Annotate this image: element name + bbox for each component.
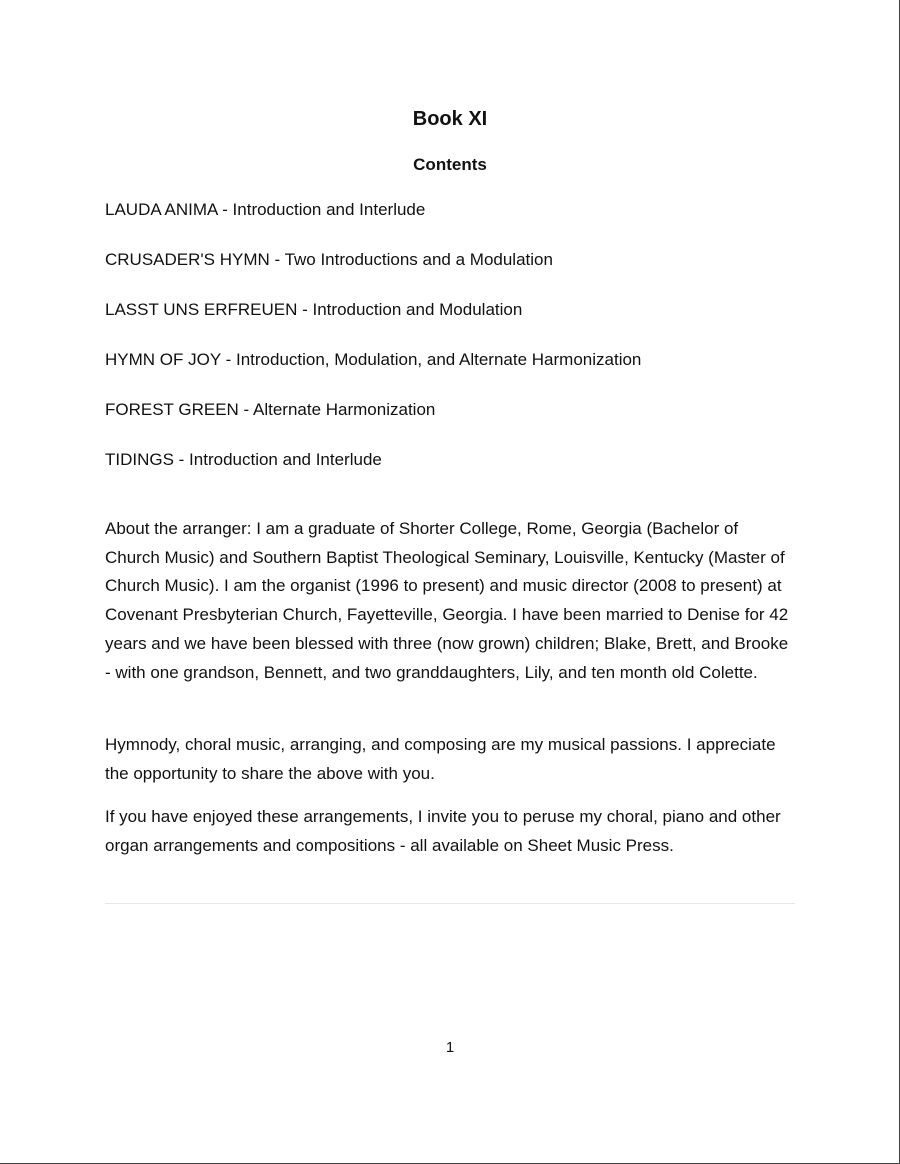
page-number: 1 (445, 1039, 455, 1056)
contents-item: CRUSADER'S HYMN - Two Introductions and a Modulation (105, 250, 553, 269)
invitation-paragraph: If you have enjoyed these arrangements, I invite you to peruse my choral, piano and other organ arrangements and compositions - all available on Sheet Music Press. (105, 807, 781, 855)
contents-item: TIDINGS - Introduction and Interlude (105, 450, 382, 469)
contents-heading: Contents (413, 155, 487, 174)
book-title: Book XI (412, 108, 488, 130)
contents-item: HYMN OF JOY - Introduction, Modulation, and Alternate Harmonization (105, 350, 642, 369)
contents-item: FOREST GREEN - Alternate Harmonization (105, 400, 436, 419)
contents-item: LAUDA ANIMA - Introduction and Interlude (105, 200, 426, 219)
contents-item: LASST UNS ERFREUEN - Introduction and Modulation (105, 300, 523, 319)
contents-list (105, 198, 805, 498)
divider-line (105, 903, 795, 904)
passions-paragraph: Hymnody, choral music, arranging, and composing are my musical passions. I appreciate the opportunity to share the above with you. (105, 735, 776, 783)
about-arranger-paragraph: About the arranger: I am a graduate of Shorter College, Rome, Georgia (Bachelor of Church Music) and Southern Baptist Theological Seminary, Louisville, Kentucky (Master of Church Music). I am the organist (1996 to present) and music director (2008 to present) at Covenant Presbyterian Church, Fayetteville, Georgia. I have been married to Denise for 42 years and we have been blessed with three (now grown) children; Blake, Brett, and Brooke - with one grandson, Bennett, and two granddaughters, Lily, and ten month old Colette. (105, 519, 789, 682)
